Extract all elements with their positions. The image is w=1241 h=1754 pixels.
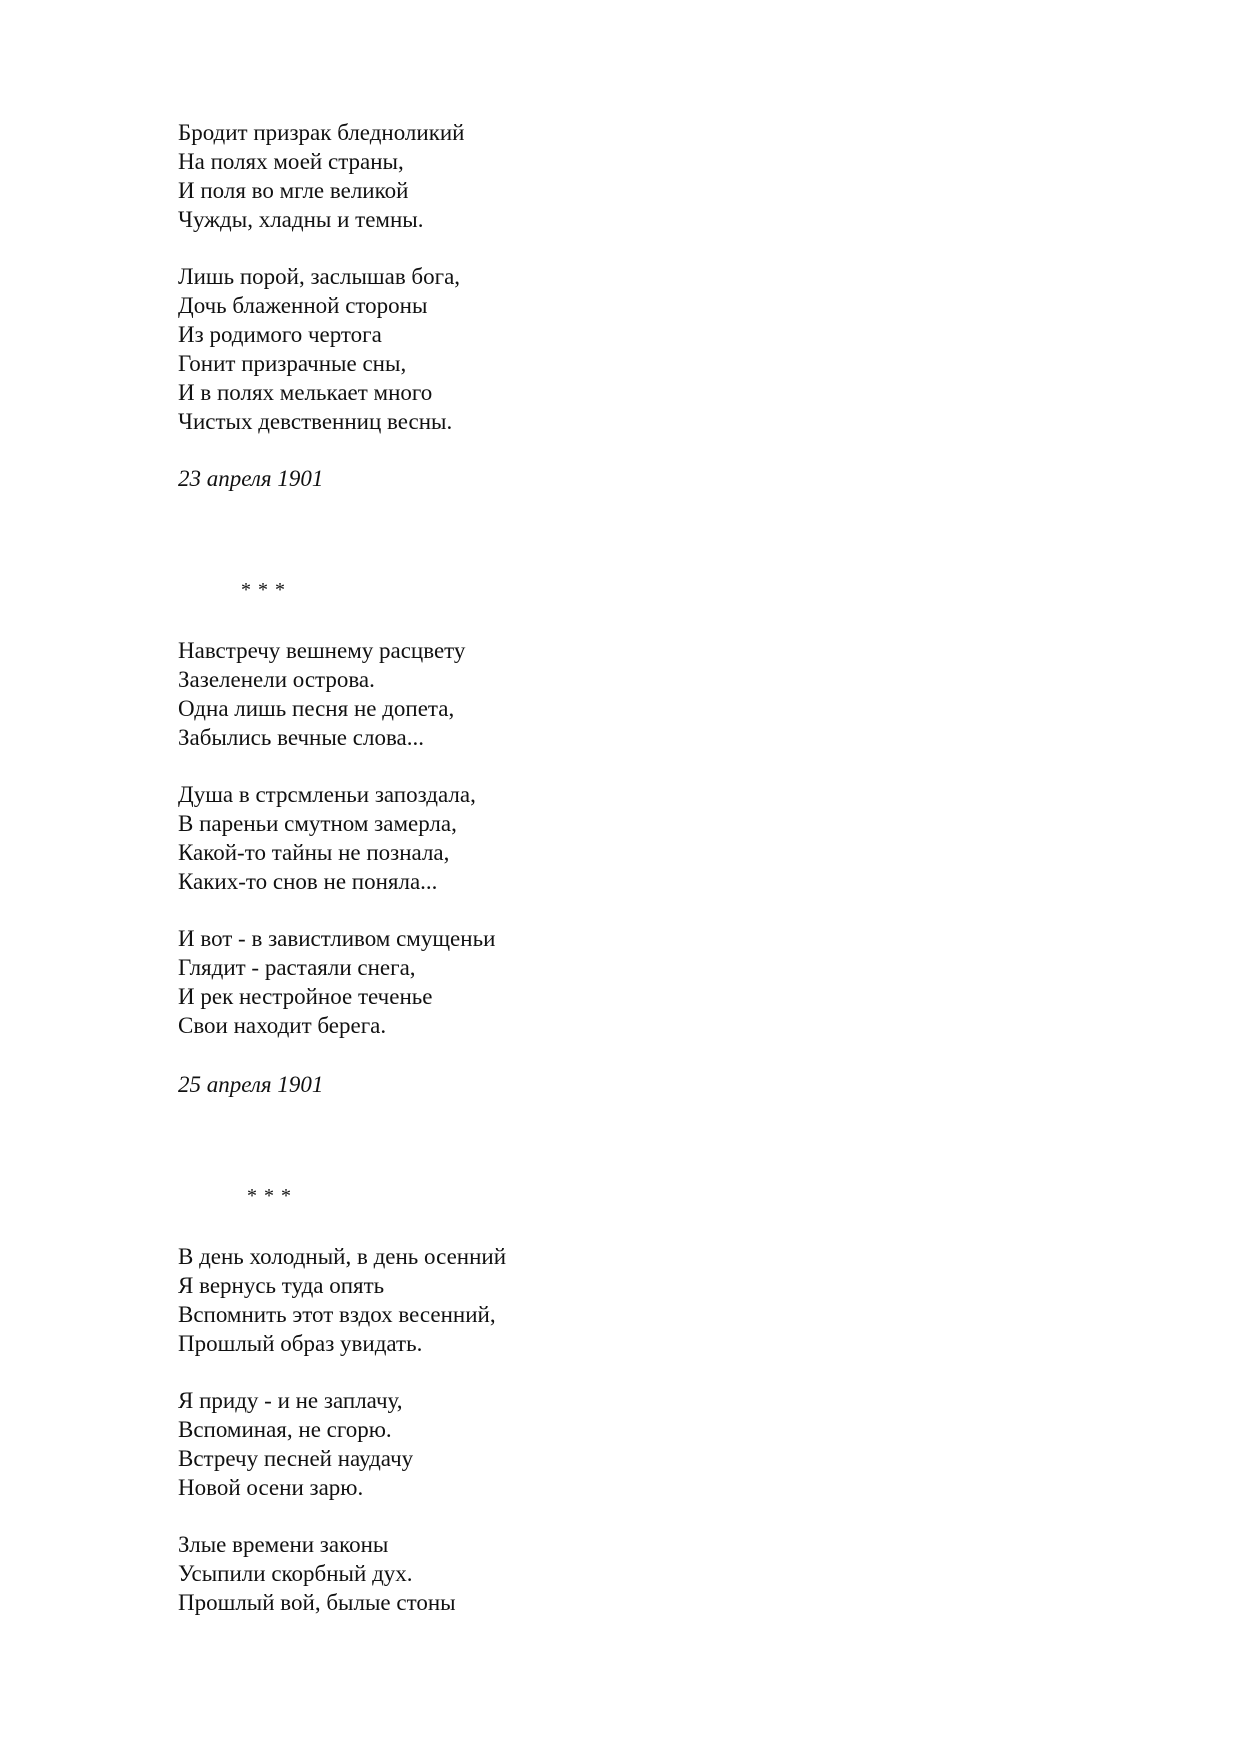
poem-line: И рек нестройное теченье (178, 984, 433, 1009)
poem-line: Я вернусь туда опять (178, 1273, 385, 1298)
poem-line: На полях моей страны, (178, 149, 404, 174)
poem-line: И в полях мелькает много (178, 380, 433, 405)
poem-line: Одна лишь песня не допета, (178, 696, 455, 721)
poem-line: Чужды, хладны и темны. (178, 207, 424, 232)
poem-line: Свои находит берега. (178, 1013, 387, 1038)
poem-line: Прошлый образ увидать. (178, 1331, 423, 1356)
poem-line: Гонит призрачные сны, (178, 351, 407, 376)
poem-line: Я приду - и не заплачу, (178, 1388, 403, 1413)
poem-line: Бродит призрак бледноликий (178, 120, 465, 145)
poem-line: Глядит - растаяли снега, (178, 955, 416, 980)
poem1-date: 23 апреля 1901 (178, 466, 324, 491)
poem3-separator: * * * (247, 1185, 292, 1207)
poem-line: Из родимого чертога (178, 322, 382, 347)
poem-line: Душа в стрсмленьи запоздала, (178, 782, 476, 807)
poem-line: Встречу песней наудачу (178, 1446, 414, 1471)
poem-line: В день холодный, в день осенний (178, 1244, 507, 1269)
poem-line: Прошлый вой, былые стоны (178, 1590, 456, 1615)
poem3-stanza2 (178, 1386, 413, 1502)
poem-line: Зазеленели острова. (178, 667, 375, 692)
poem-line: Забылись вечные слова... (178, 725, 424, 750)
poem-line: Каких-то снов не поняла... (178, 869, 438, 894)
poem-line: Навстречу вешнему расцвету (178, 638, 466, 663)
poem2-stanza2 (178, 780, 476, 896)
poem2-separator: * * * (241, 579, 286, 601)
poem3-stanza1 (178, 1242, 506, 1358)
poem-line: Дочь блаженной стороны (178, 293, 428, 318)
poem-line: Новой осени зарю. (178, 1475, 364, 1500)
poem-line: И поля во мгле великой (178, 178, 409, 203)
poem-line: Вспомнить этот вздох весенний, (178, 1302, 496, 1327)
poem2-date: 25 апреля 1901 (178, 1072, 324, 1097)
poem-line: Чистых девственниц весны. (178, 409, 453, 434)
poem-line: Вспоминая, не сгорю. (178, 1417, 392, 1442)
poem-line: Усыпили скорбный дух. (178, 1561, 413, 1586)
poem-line: Злые времени законы (178, 1532, 389, 1557)
poem-line: Лишь порой, заслышав бога, (178, 264, 461, 289)
poem1-stanza2 (178, 262, 460, 436)
poem2-stanza3 (178, 924, 495, 1040)
poem-line: И вот - в завистливом смущеньи (178, 926, 496, 951)
poem1-stanza1 (178, 118, 465, 234)
poem3-stanza3 (178, 1530, 456, 1617)
poem-line: Какой-то тайны не познала, (178, 840, 450, 865)
poem-line: В пареньи смутном замерла, (178, 811, 457, 836)
poem2-stanza1 (178, 636, 465, 752)
